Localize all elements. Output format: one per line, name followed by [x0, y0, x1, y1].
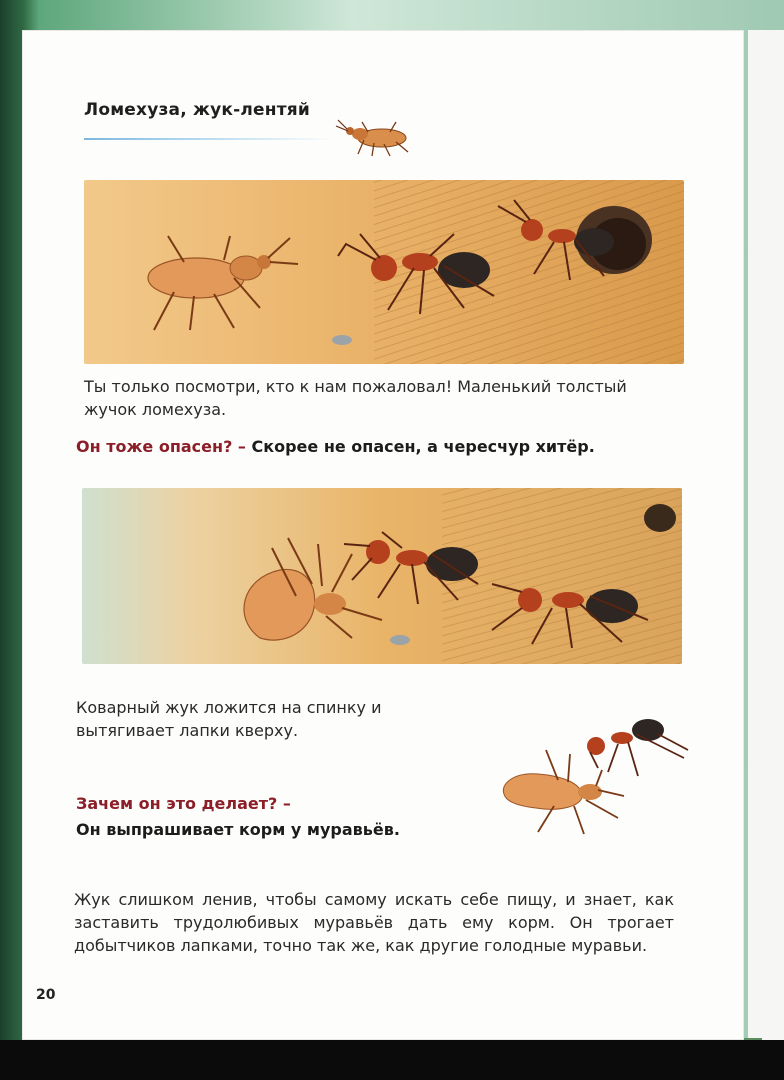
- next-page-edge: [748, 30, 784, 1040]
- answer-why: Он выпрашивает корм у муравьёв.: [76, 820, 400, 839]
- beetle-icon: [503, 750, 624, 834]
- vignette-ant-feeding-beetle: [498, 710, 698, 840]
- pebble-icon: [332, 335, 352, 345]
- question-danger-line: [76, 437, 595, 456]
- pebble-icon: [390, 635, 410, 645]
- beetle-icon: [334, 112, 418, 162]
- paragraph-lazy-beetle: Жук слишком ленив, чтобы самому искать себе пищу, и знает, как заставить трудолюбивых муравьёв дать ему корм. Он трогает добытчиков лапками, точно так же, как другие голодные муравьи.: [74, 890, 674, 955]
- question-why: Зачем он это делает? –: [76, 794, 291, 813]
- illustration-beetle-on-back: [82, 488, 682, 664]
- paragraph-intro: Ты только посмотри, кто к нам пожаловал! Маленький толстый жучок ломехуза.: [84, 377, 627, 419]
- answer-danger: Скорее не опасен, а чересчур хитёр.: [245, 437, 595, 456]
- title-underline: [84, 138, 334, 140]
- paragraph-beetle-trick: Коварный жук ложится на спинку и вытягивает лапки кверху.: [76, 698, 382, 740]
- scan-background: [0, 1040, 784, 1080]
- page-title: Ломехуза, жук-лентяй: [84, 100, 310, 120]
- ant-icon: [587, 719, 688, 776]
- page-number: 20: [36, 987, 56, 1003]
- anthill-hole-icon: [644, 504, 676, 532]
- question-danger: Он тоже опасен? –: [76, 437, 246, 456]
- illustration-beetle-meets-ants: [84, 180, 684, 364]
